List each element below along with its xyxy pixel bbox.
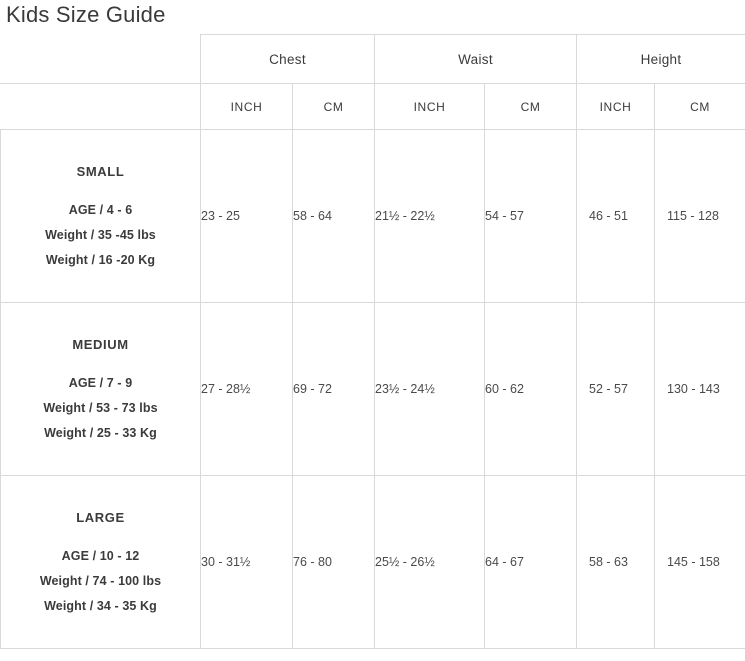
size-name: LARGE <box>76 510 125 525</box>
unit-header-row <box>1 84 745 130</box>
size-weight-kg: Weight / 25 - 33 Kg <box>44 426 157 440</box>
table-row <box>1 303 745 476</box>
size-info-medium <box>1 303 201 476</box>
header-height: Height <box>577 35 745 84</box>
size-info-small <box>1 130 201 303</box>
unit-height-cm: CM <box>655 84 745 130</box>
cell-height-cm: 145 - 158 <box>655 476 745 649</box>
cell-waist-inch: 21½ - 22½ <box>375 130 485 303</box>
size-weight-lbs: Weight / 35 -45 lbs <box>45 228 156 242</box>
cell-height-inch: 52 - 57 <box>577 303 655 476</box>
cell-waist-cm: 54 - 57 <box>485 130 577 303</box>
cell-height-inch: 46 - 51 <box>577 130 655 303</box>
header-chest: Chest <box>201 35 375 84</box>
unit-corner-empty <box>1 84 201 130</box>
size-age: AGE / 4 - 6 <box>68 203 133 217</box>
cell-height-inch: 58 - 63 <box>577 476 655 649</box>
size-weight-lbs: Weight / 74 - 100 lbs <box>39 574 162 588</box>
size-weight-lbs: Weight / 53 - 73 lbs <box>43 401 158 415</box>
cell-chest-inch: 30 - 31½ <box>201 476 293 649</box>
header-waist: Waist <box>375 35 577 84</box>
size-age: AGE / 10 - 12 <box>61 549 140 563</box>
header-corner-empty <box>1 35 201 84</box>
cell-chest-inch: 23 - 25 <box>201 130 293 303</box>
unit-height-inch: INCH <box>577 84 655 130</box>
size-age: AGE / 7 - 9 <box>68 376 133 390</box>
group-header-row <box>1 35 745 84</box>
cell-chest-cm: 76 - 80 <box>293 476 375 649</box>
cell-height-cm: 115 - 128 <box>655 130 745 303</box>
table-body <box>1 130 745 649</box>
cell-waist-inch: 25½ - 26½ <box>375 476 485 649</box>
size-guide-table <box>0 34 745 649</box>
unit-chest-cm: CM <box>293 84 375 130</box>
size-weight-kg: Weight / 16 -20 Kg <box>45 253 156 267</box>
table-row <box>1 130 745 303</box>
unit-chest-inch: INCH <box>201 84 293 130</box>
table-row <box>1 476 745 649</box>
cell-waist-inch: 23½ - 24½ <box>375 303 485 476</box>
cell-chest-cm: 58 - 64 <box>293 130 375 303</box>
size-name: SMALL <box>76 164 125 179</box>
unit-waist-cm: CM <box>485 84 577 130</box>
cell-chest-cm: 69 - 72 <box>293 303 375 476</box>
page-title: Kids Size Guide <box>6 2 166 27</box>
unit-waist-inch: INCH <box>375 84 485 130</box>
size-weight-kg: Weight / 34 - 35 Kg <box>44 599 157 613</box>
cell-chest-inch: 27 - 28½ <box>201 303 293 476</box>
table-header <box>1 35 745 130</box>
cell-waist-cm: 60 - 62 <box>485 303 577 476</box>
size-info-large <box>1 476 201 649</box>
size-name: MEDIUM <box>72 337 129 352</box>
cell-height-cm: 130 - 143 <box>655 303 745 476</box>
cell-waist-cm: 64 - 67 <box>485 476 577 649</box>
